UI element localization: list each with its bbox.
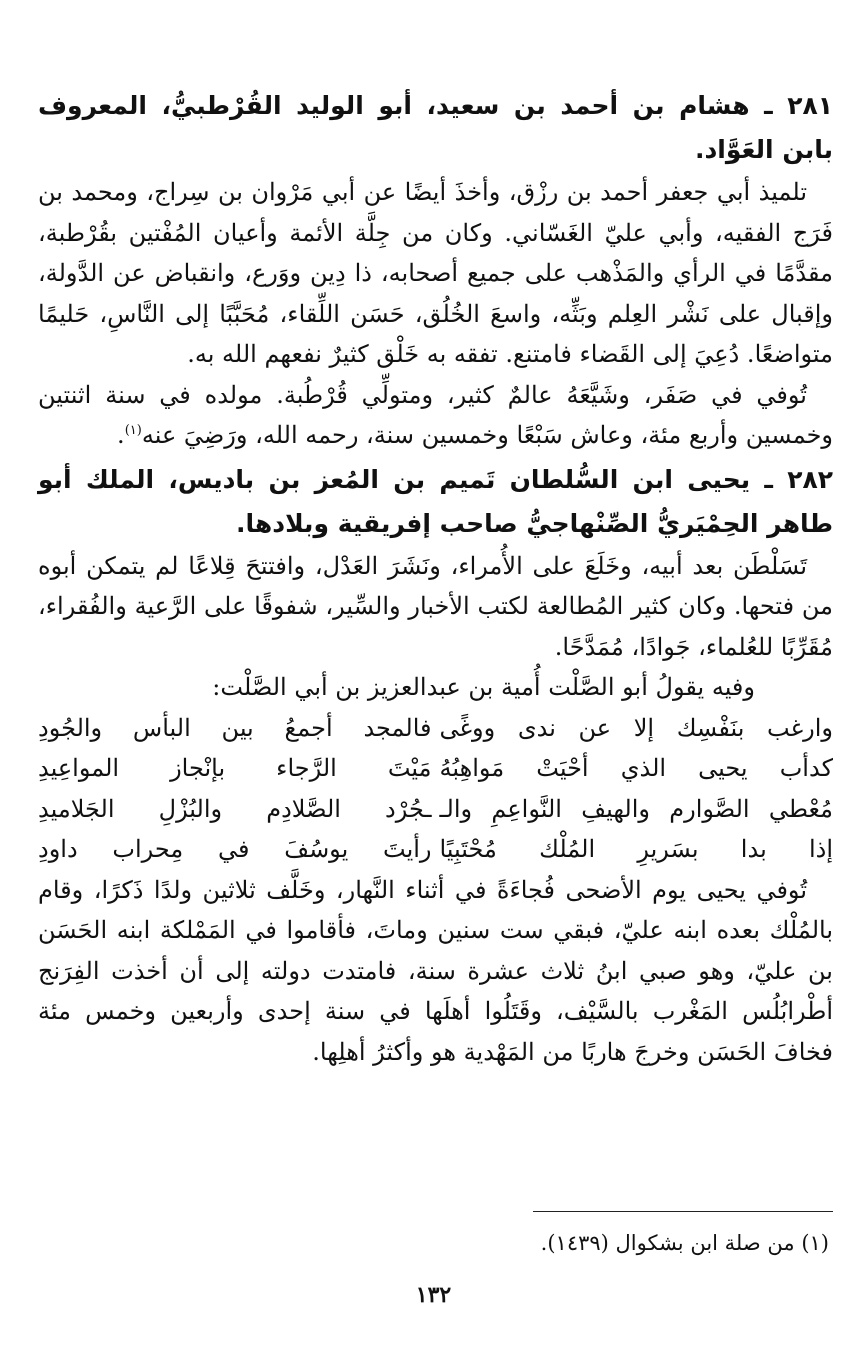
verse-first-hemistich: إذا بدا بسَريرِ المُلْك مُحْتَبِيًا	[439, 835, 833, 863]
footnote-divider	[533, 1211, 833, 1212]
poem-verse	[38, 708, 833, 749]
entry-281-heading: ٢٨١ ـ هشام بن أحمد بن سعيد، أبو الوليد القُرْطبيُّ، المعروف بابن العَوَّاد.	[38, 91, 833, 164]
entry-282-paragraph-2: تُوفي يحيى يوم الأضحى فُجاءَةً في أثناء النَّهار، وخَلَّف ثلاثين ولدًا ذَكرًا، وقام بالمُلْك بعده ابنه عليّ، فبقي ست سنين وماتَ، فأقاموا في المَمْلكة ابنه الحَسَن بن عليّ، وهو صبي ابنُ ثلاث عشرة سنة، فامتدت دولته إلى أن أخذت الفِرَنج أطْرابُلُس المَغْرب بالسَّيْف، وقَتَلُوا أهلَها في سنة إحدى وأربعين وخمس مئة فخافَ الحَسَن وخرجَ هاربًا من المَهْدية هو وأكثرُ أهلِها.	[38, 875, 834, 1066]
footnote-reference: (١)	[124, 423, 142, 438]
verse-first-hemistich: وارغب بنَفْسِك إلا عن ندى ووغًى	[439, 713, 833, 742]
entry-281-paragraph-2-text: تُوفي في صَفَر، وشَيَّعَهُ عالمٌ كثير، ومتولِّي قُرْطُبة. مولده في سنة اثنتين وخمسين وأربع مئة، وعاش سَبْعًا وخمسين سنة، رحمه الله، ورَضِيَ عنه	[38, 380, 833, 449]
verse-first-hemistich: مُعْطي الصَّوارم والهيفِ النَّواعِمِ والـ	[439, 794, 833, 823]
footnote-marker: (١)	[801, 1231, 829, 1255]
poem	[38, 708, 833, 870]
poem-verse	[38, 748, 833, 789]
page-body	[38, 84, 833, 1072]
entry-282-heading: ٢٨٢ ـ يحيى ابن السُّلطان تَميم بن المُعز بن باديس، الملك أبو طاهر الحِمْيَريُّ الصِّنْهاجيُّ صاحب إفريقية وبلادها.	[38, 464, 833, 538]
verse-second-hemistich: ـجُرْد الصَّلادِم والبُزْلِ الجَلاميدِ	[38, 794, 432, 823]
footnote	[38, 1228, 829, 1258]
verse-first-hemistich: كدأب يحيى الذي أحْيَتْ مَواهِبُهُ	[439, 754, 833, 782]
footnote-text: من صلة ابن بشكوال (١٤٣٩).	[540, 1231, 795, 1255]
entry-281-paragraph-1: تلميذ أبي جعفر أحمد بن رزْق، وأخذَ أيضًا عن أبي مَرْوان بن سِراج، ومحمد بن فَرَج الفقيه، وأبي عليّ الغَسّاني. وكان من جِلَّة الأئمة وأعيان المُفْتين بقُرْطبة، مقدَّمًا في الرأي والمَذْهب على جميع أصحابه، ذا دِين ووَرع، وانقباض عن الدَّولة، وإقبال على نَشْر العِلم وبَثِّه، واسعَ الخُلُق، حَسَن اللِّقاء، مُحَبَّبًا إلى النَّاسِ، حَليمًا متواضعًا. دُعِيَ إلى القَضاء فامتنع. تفقه به خَلْق كثيرٌ نفعهم الله به.	[38, 178, 834, 368]
verse-second-hemistich: فالمجد أجمعُ بين البأس والجُودِ	[38, 713, 432, 742]
poem-intro: وفيه يقولُ أبو الصَّلْت أُمية بن عبدالعزيز بن أبي الصَّلْت:	[212, 673, 755, 701]
entry-281-paragraph-2: تُوفي في صَفَر، وشَيَّعَهُ عالمٌ كثير، ومتولِّي قُرْطُبة. مولده في سنة اثنتين وخمسين وأربع مئة، وعاش سَبْعًا وخمسين سنة، رحمه الله، ورَضِيَ عنه$^{(١)}$.	[38, 380, 833, 449]
poem-verse	[38, 789, 833, 830]
poem-verse	[38, 829, 833, 870]
page-number: ١٣٢	[415, 1282, 452, 1308]
entry-282-paragraph-1: تَسَلْطَن بعد أبيه، وخَلَعَ على الأُمراء، ونَشَرَ العَدْل، وافتتحَ قِلاعًا لم يتمكن أبوه من فتحها. وكان كثير المُطالعة لكتب الأخبار والسِّير، شفوقًا على الرَّعية والفُقراء، مُقَرِّبًا للعُلماء، جَوادًا، مُمَدَّحًا.	[38, 551, 833, 661]
verse-second-hemistich: رأيتَ يوسُفَ في مِحراب داودِ	[38, 835, 432, 863]
verse-second-hemistich: مَيْتَ الرَّجاء بإنْجاز المواعِيدِ	[38, 754, 432, 782]
